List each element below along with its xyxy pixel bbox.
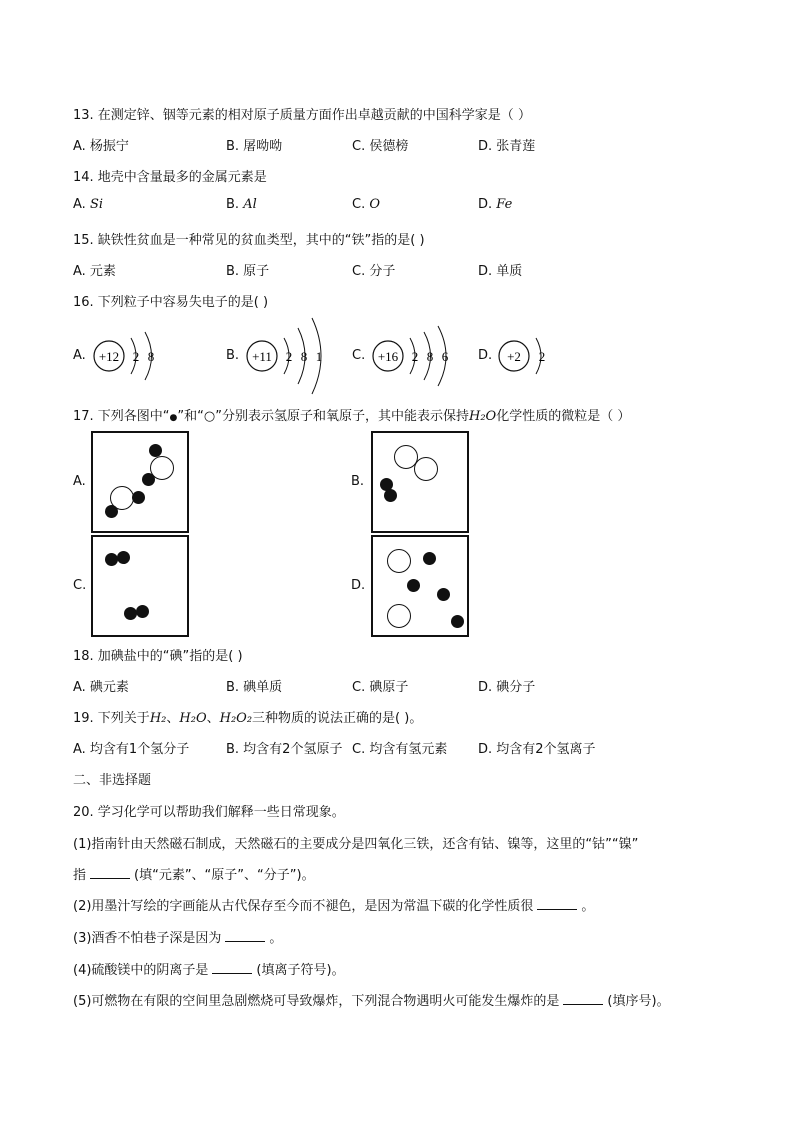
question-19-options [73,738,733,756]
shell-electrons: 2 [411,349,419,364]
hydrogen-atom-icon: ● [169,413,178,423]
question-text: 。 [269,931,283,946]
nucleus-charge: +11 [252,349,272,364]
nucleus-charge: +2 [507,349,521,364]
question-text: (填离子符号)。 [256,963,345,978]
question-text: 。 [581,899,595,914]
question-text: (填序号)。 [607,994,670,1009]
option-d-box[interactable] [371,535,469,637]
hydrogen-atom [136,605,149,618]
hydrogen-atom [451,615,464,628]
question-text: 19. 下列关于 [73,711,150,726]
option-b[interactable]: B. 屠呦呦 [226,139,283,154]
question-text: 指 [73,868,87,883]
question-16: 16. 下列粒子中容易失电子的是( ) [73,295,269,310]
question-13: 13. 在测定锌、铟等元素的相对原子质量方面作出卓越贡献的中国科学家是（ ） [73,108,531,123]
hydrogen-atom [384,489,397,502]
q20-part5 [73,990,670,1009]
shell-electrons: 2 [132,349,140,364]
question-text: (填“元素”、“原子”、“分子”)。 [134,868,315,883]
option-c[interactable]: C. 均含有氢元素 [352,742,448,757]
option-d[interactable]: D. 均含有2个氢离子 [478,742,596,757]
question-text: ”和“ [177,409,204,424]
answer-blank[interactable] [225,929,265,942]
oxygen-atom [387,549,411,573]
option-d[interactable]: D. 单质 [478,264,523,279]
atom-diagram [89,316,189,396]
atom-structure-options [73,316,593,396]
formula: H₂O₂ [219,711,253,726]
option-label: B. [226,348,240,363]
section-title: 二、非选择题 [73,773,152,788]
option-b-label: B. [351,474,365,489]
option-label: A. [73,348,86,363]
separator: 、 [166,711,180,726]
option-c[interactable] [352,197,380,212]
question-18-options [73,676,733,694]
formula: H₂O [468,409,497,424]
nucleus-charge: +12 [98,349,120,364]
q20-part1-line2 [73,864,315,883]
option-b[interactable]: B. 原子 [226,264,270,279]
option-a[interactable]: A. 元素 [73,264,116,279]
hydrogen-atom [105,553,118,566]
question-text: (2)用墨汁写绘的字画能从古代保存至今而不褪色，是因为常温下碳的化学性质很 [73,899,534,914]
question-15: 15. 缺铁性贫血是一种常见的贫血类型，其中的“铁”指的是( ) [73,233,425,248]
question-text: 三种物质的说法正确的是( )。 [252,711,423,726]
option-c[interactable]: C. 侯德榜 [352,139,409,154]
shell-electrons: 2 [285,349,293,364]
answer-blank[interactable] [90,866,130,879]
hydrogen-atom [142,473,155,486]
q20-part3 [73,927,282,946]
question-text: (3)酒香不怕巷子深是因为 [73,931,222,946]
shell-electrons: 2 [538,349,546,364]
separator: 、 [206,711,220,726]
hydrogen-atom [132,491,145,504]
shell-electrons: 6 [441,349,449,364]
option-label: C. [352,348,366,363]
oxygen-atom [387,604,411,628]
shell-electrons: 8 [426,349,434,364]
formula: H₂ [149,711,167,726]
option-c[interactable]: C. 碘原子 [352,680,409,695]
option-d[interactable] [478,197,512,212]
element-symbol: Si [89,197,104,212]
hydrogen-atom [124,607,137,620]
option-b[interactable]: B. 均含有2个氢原子 [226,742,343,757]
option-d[interactable]: D. 张青莲 [478,139,536,154]
option-a[interactable] [73,197,103,212]
q20-part2 [73,895,594,914]
option-b-box[interactable] [371,431,469,533]
hydrogen-atom [437,588,450,601]
formula: H₂O [179,711,207,726]
oxygen-atom [414,457,438,481]
question-13-options [73,135,733,153]
question-text: 17. 下列各图中“ [73,409,170,424]
atom-diagram [242,316,352,396]
option-c-label: C. [73,578,87,593]
option-prefix: D. [478,197,497,212]
option-a[interactable]: A. 碘元素 [73,680,129,695]
option-c-box[interactable] [91,535,189,637]
option-d[interactable]: D. 碘分子 [478,680,536,695]
shell-electrons: 1 [315,349,323,364]
question-18: 18. 加碘盐中的“碘”指的是( ) [73,649,243,664]
shell-electrons: 8 [147,349,155,364]
element-symbol: Fe [496,197,513,212]
q20-part4 [73,959,345,978]
hydrogen-atom [423,552,436,565]
hydrogen-atom [105,505,118,518]
q20-part1-line1: (1)指南针由天然磁石制成，天然磁石的主要成分是四氧化三铁，还含有钴、镍等，这里的“钴”“镍” [73,837,639,852]
oxygen-atom-icon: ○ [203,409,216,424]
question-text: (4)硫酸镁中的阴离子是 [73,963,209,978]
option-a-label: A. [73,474,86,489]
hydrogen-atom [117,551,130,564]
option-b[interactable] [226,197,257,212]
answer-blank[interactable] [563,992,603,1005]
option-label: D. [478,348,493,363]
question-text: ”分别表示氢原子和氧原子，其中能表示保持 [215,409,469,424]
option-d-label: D. [351,578,366,593]
answer-blank[interactable] [212,961,252,974]
option-prefix: C. [352,197,370,212]
question-15-options [73,260,733,278]
element-symbol: Al [243,197,257,212]
nucleus-charge: +16 [377,349,399,364]
atom-diagram [368,316,478,396]
shell-electrons: 8 [300,349,308,364]
question-14: 14. 地壳中含量最多的金属元素是 [73,170,267,185]
question-19 [73,707,422,726]
answer-blank[interactable] [537,897,577,910]
option-a-box[interactable] [91,431,189,533]
hydrogen-atom [407,579,420,592]
question-14-options [73,197,733,215]
element-symbol: O [369,197,381,212]
option-a[interactable]: A. 杨振宁 [73,139,129,154]
option-c[interactable]: C. 分子 [352,264,396,279]
option-a[interactable]: A. 均含有1个氢分子 [73,742,190,757]
question-20: 20. 学习化学可以帮助我们解释一些日常现象。 [73,805,345,820]
option-prefix: B. [226,197,244,212]
atom-diagram [494,316,574,396]
option-prefix: A. [73,197,90,212]
question-text: 化学性质的微粒是（ ） [496,409,631,424]
option-b[interactable]: B. 碘单质 [226,680,283,695]
question-17 [73,405,630,424]
question-text: (5)可燃物在有限的空间里急剧燃烧可导致爆炸，下列混合物遇明火可能发生爆炸的是 [73,994,560,1009]
